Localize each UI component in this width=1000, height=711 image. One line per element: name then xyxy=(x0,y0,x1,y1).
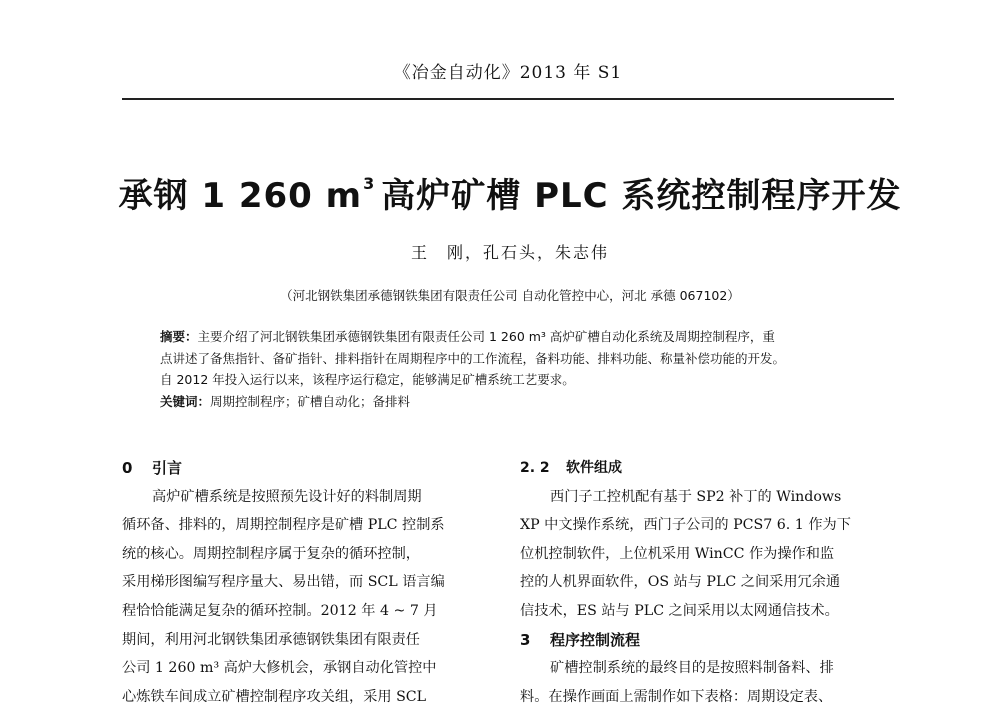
title-prefix: 承钢 1 260 m xyxy=(118,176,363,216)
abstract-line: 自 2012 年投入运行以来，该程序运行稳定，能够满足矿槽系统工艺要求。 xyxy=(160,372,575,387)
left-column xyxy=(122,454,500,711)
keywords-label: 关键词： xyxy=(160,393,211,409)
body-line: 期间，利用河北钢铁集团承德钢铁集团有限责任 xyxy=(122,631,420,648)
title-suffix: 高炉矿槽 PLC 系统控制程序开发 xyxy=(381,176,902,216)
header-rule xyxy=(122,98,894,100)
body-line: 公司 1 260 m³ 高炉大修机会，承钢自动化管控中 xyxy=(122,660,437,677)
abstract xyxy=(160,326,880,412)
affiliation: （河北钢铁集团承德钢铁集团有限责任公司 自动化管控中心，河北 承德 067102） xyxy=(280,288,740,303)
body-line: 西门子工控机配有基于 SP2 补丁的 Windows xyxy=(550,488,842,505)
body-line: 高炉矿槽系统是按照预先设计好的料制周期 xyxy=(152,488,422,505)
abstract-line: 点讲述了备焦指针、备矿指针、排料指针在周期程序中的工作流程，备料功能、排料功能、称量补偿功能的开发。 xyxy=(160,350,786,366)
abstract-line: 摘要：主要介绍了河北钢铁集团承德钢铁集团有限责任公司 1 260 m³ 高炉矿槽自动化系统及周期控制程序，重 xyxy=(160,329,775,344)
body-line: 矿槽控制系统的最终目的是按照料制备料、排 xyxy=(550,660,834,677)
body-line: 统的核心。周期控制程序属于复杂的循环控制， xyxy=(122,545,420,562)
body-line: 采用梯形图编写程序量大、易出错，而 SCL 语言编 xyxy=(122,574,445,591)
body-line: 位机控制软件，上位机采用 WinCC 作为操作和监 xyxy=(520,545,835,562)
body-line: XP 中文操作系统，西门子公司的 PCS7 6. 1 作为下 xyxy=(520,517,851,534)
authors: 王 刚，孔石头，朱志伟 xyxy=(410,243,609,262)
body-line: 料。在操作画面上需制作如下表格：周期设定表、 xyxy=(520,688,833,705)
section-heading-software: 2. 2 软件组成 xyxy=(520,460,622,476)
abstract-label: 摘要： xyxy=(160,329,198,344)
section-heading-intro: 0 引言 xyxy=(122,459,183,477)
body-line: 心炼铁车间成立矿槽控制程序攻关组，采用 SCL xyxy=(122,688,427,705)
keywords-line xyxy=(160,391,880,413)
right-column xyxy=(520,454,898,711)
paper-title xyxy=(100,168,920,217)
keywords: 周期控制程序；矿槽自动化；备排料 xyxy=(210,393,411,409)
body-line: 控的人机界面软件，OS 站与 PLC 之间采用冗余通 xyxy=(520,574,841,591)
section-heading-flow: 3 程序控制流程 xyxy=(520,630,641,649)
body-line: 信技术，ES 站与 PLC 之间采用以太网通信技术。 xyxy=(520,602,839,619)
title-superscript: 3 xyxy=(363,174,376,193)
running-header: 《冶金自动化》2013 年 S1 xyxy=(393,63,623,83)
body-line: 循环备、排料的，周期控制程序是矿槽 PLC 控制系 xyxy=(122,517,445,534)
body-line: 程恰恰能满足复杂的循环控制。2012 年 4 ~ 7 月 xyxy=(122,602,438,619)
